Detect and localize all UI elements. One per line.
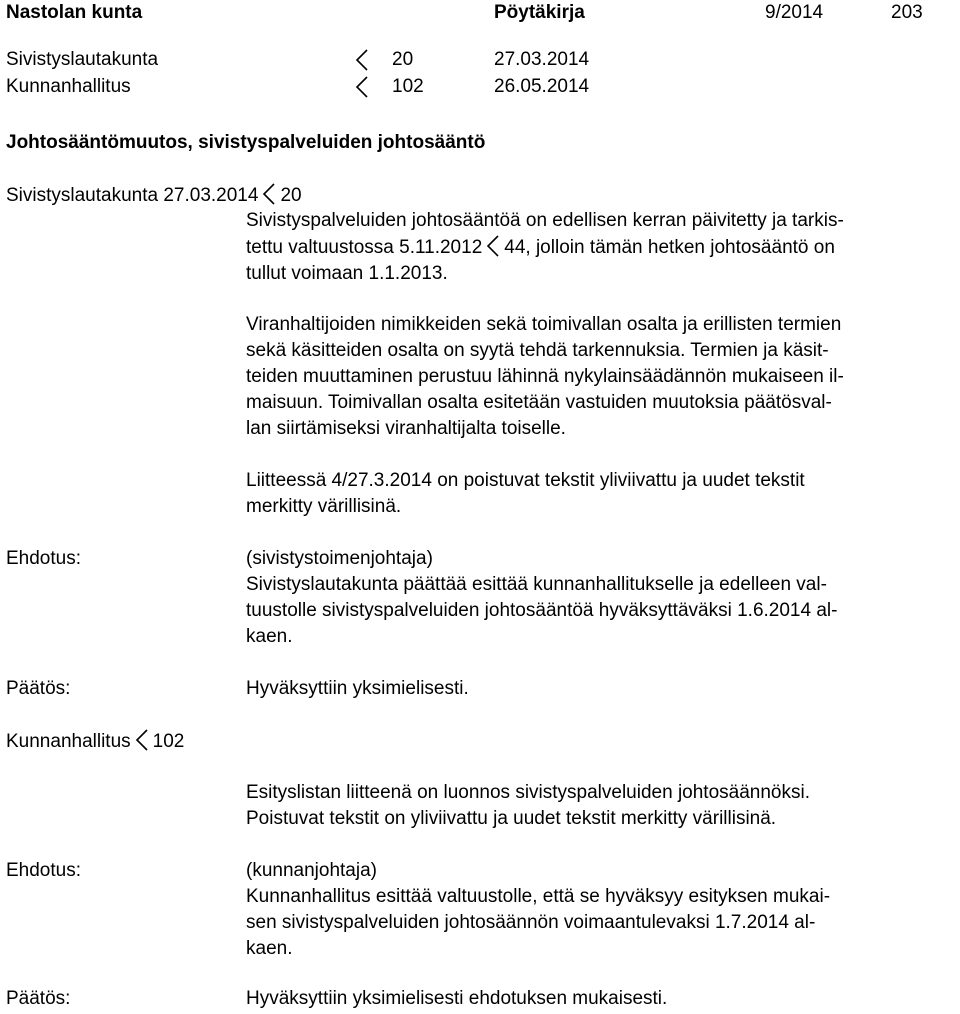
text-line: Poistuvat tekstit on yliviivattu ja uudet tekstit merkitty värillisinä. bbox=[246, 808, 777, 829]
section-mark-icon bbox=[486, 234, 500, 258]
section1-paragraph-1 bbox=[246, 208, 954, 287]
section2-heading-number: 102 bbox=[152, 731, 185, 752]
meeting-ref-number: 102 bbox=[392, 76, 424, 97]
proposal-label: Ehdotus: bbox=[6, 860, 81, 881]
section1-proposal bbox=[246, 546, 954, 650]
text-line: Sivistyspalveluiden johtosääntöä on edellisen kerran päivitetty ja tarkis- bbox=[246, 210, 844, 231]
section1-heading-prefix: Sivistyslautakunta 27.03.2014 bbox=[6, 185, 259, 206]
text-line: Kunnanhallitus esittää valtuustolle, että se hyväksyy esityksen mukai- bbox=[246, 886, 831, 907]
section1-heading-number: 20 bbox=[280, 185, 302, 206]
section1-heading bbox=[6, 182, 302, 209]
section1-decision: Hyväksyttiin yksimielisesti. bbox=[246, 678, 469, 699]
meeting-ref-date: 27.03.2014 bbox=[494, 49, 590, 70]
text-line: (sivistystoimenjohtaja) bbox=[246, 548, 433, 569]
text-line: teiden muuttaminen perustuu lähinnä nykylainsäädännön mukaiseen il- bbox=[246, 366, 844, 387]
text-line: Esityslistan liitteenä on luonnos sivistyspalveluiden johtosäännöksi. bbox=[246, 782, 810, 803]
text-line: maisuun. Toimivallan osalta esitetään vastuiden muutoksia päätösval- bbox=[246, 392, 832, 413]
section-mark-icon bbox=[355, 75, 369, 99]
section-mark-icon bbox=[135, 728, 149, 752]
text-line: Liitteessä 4/27.3.2014 on poistuvat tekstit yliviivattu ja uudet tekstit bbox=[246, 470, 805, 491]
text-fragment: 44, jolloin tämän hetken johtosääntö on bbox=[504, 237, 835, 258]
text-line: kaen. bbox=[246, 626, 293, 647]
document-title: Johtosääntömuutos, sivistyspalveluiden johtosääntö bbox=[6, 132, 486, 153]
meeting-ref-body: Sivistyslautakunta bbox=[6, 49, 159, 70]
text-line: kaen. bbox=[246, 938, 293, 959]
text-line: Sivistyslautakunta päättää esittää kunnanhallitukselle ja edelleen val- bbox=[246, 574, 827, 595]
decision-label: Päätös: bbox=[6, 678, 71, 699]
text-line: tuustolle sivistyspalveluiden johtosääntöä hyväksyttäväksi 1.6.2014 al- bbox=[246, 600, 838, 621]
section-mark-icon bbox=[355, 48, 369, 72]
text-line bbox=[246, 234, 954, 261]
text-line: Viranhaltijoiden nimikkeiden sekä toimivallan osalta ja erillisten termien bbox=[246, 314, 842, 335]
document-type: Pöytäkirja bbox=[494, 2, 585, 23]
text-line: sekä käsitteiden osalta on syytä tehdä tarkennuksia. Termien ja käsit- bbox=[246, 340, 829, 361]
section2-decision: Hyväksyttiin yksimielisesti ehdotuksen mukaisesti. bbox=[246, 988, 668, 1009]
page-number: 203 bbox=[891, 2, 923, 23]
text-line: sen sivistyspalveluiden johtosäännön voimaantulevaksi 1.7.2014 al- bbox=[246, 912, 816, 933]
text-line: merkitty värillisinä. bbox=[246, 496, 402, 517]
text-line: (kunnanjohtaja) bbox=[246, 860, 377, 881]
section2-heading-prefix: Kunnanhallitus bbox=[6, 731, 131, 752]
meeting-ref-body: Kunnanhallitus bbox=[6, 76, 131, 97]
decision-label: Päätös: bbox=[6, 988, 71, 1009]
organization-name: Nastolan kunta bbox=[6, 2, 143, 23]
proposal-label: Ehdotus: bbox=[6, 548, 81, 569]
meeting-ref-date: 26.05.2014 bbox=[494, 76, 590, 97]
section1-paragraph-2 bbox=[246, 312, 954, 442]
text-line: tullut voimaan 1.1.2013. bbox=[246, 263, 448, 284]
section2-proposal bbox=[246, 858, 954, 962]
text-fragment: tettu valtuustossa 5.11.2012 bbox=[246, 237, 483, 258]
section2-paragraph-1 bbox=[246, 780, 954, 832]
section-mark-icon bbox=[262, 182, 276, 206]
section2-heading bbox=[6, 728, 184, 755]
meeting-ref-number: 20 bbox=[392, 49, 414, 70]
issue-number: 9/2014 bbox=[765, 2, 824, 23]
text-line: lan siirtämiseksi viranhaltijalta toiselle. bbox=[246, 418, 566, 439]
section1-paragraph-3 bbox=[246, 468, 954, 520]
